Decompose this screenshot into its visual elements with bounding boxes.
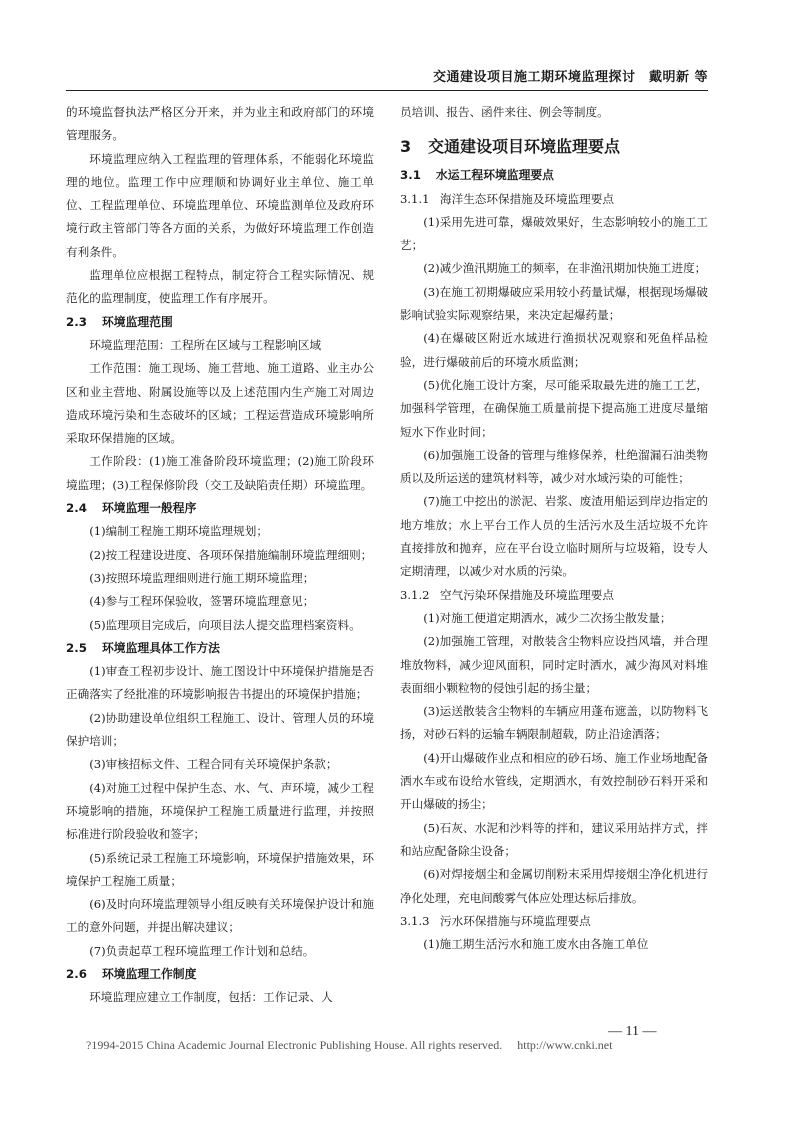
heading-number: 2.3: [66, 314, 87, 329]
paragraph: 环境监理范围：工程所在区域与工程影响区域: [89, 337, 322, 352]
paragraph: (4)参与工程环保验收，签署环境监理意见；: [89, 594, 315, 609]
heading-number: 2.6: [66, 966, 87, 981]
paragraph: (1)对施工便道定期洒水，减少二次扬尘散发量；: [423, 610, 672, 625]
paragraph: (5)系统记录工程施工环境影响，环境保护措施效果，环境保护工程施工质量；: [66, 850, 374, 888]
heading-number: 3.1.1: [400, 191, 430, 206]
paragraph: (5)优化施工设计方案，尽可能采取最先进的施工工艺，加强科学管理，在确保施工质量前提下提高施工进度尽量缩短水下作业时间；: [400, 377, 708, 439]
paragraph: (4)在爆破区附近水域进行渔损状况观察和死鱼样品检验，进行爆破前后的环境水质监测；: [400, 331, 708, 369]
left-column: [66, 101, 374, 1010]
heading-number: 2.4: [66, 501, 87, 516]
subsection-heading: [66, 963, 374, 986]
paragraph: (2)协助建设单位组织工程施工、设计、管理人员的环境保护培训；: [66, 710, 374, 749]
heading-text: 水运工程环境监理要点: [436, 168, 554, 183]
paragraph: 环境监理应建立工作制度，包括：工作记录、人: [89, 990, 333, 1005]
heading-number: 3.1.2: [400, 587, 430, 602]
heading-text: 污水环保措施与环境监理要点: [440, 913, 591, 928]
paragraph: (3)运送散装含尘物料的车辆应用蓬布遮盖，以防物料飞扬，对砂石料的运输车辆限制超载，防止沿途洒落；: [400, 704, 708, 742]
running-header: 交通建设项目施工期环境监理探讨 戴明新 等: [432, 70, 708, 85]
paragraph: (6)加强施工设备的管理与维修保养，杜绝溜漏石油类物质以及所运送的建筑材料等，减少对水域污染的可能性；: [400, 447, 708, 486]
paragraph: (5)监理项目完成后，向项目法人提交监理档案资料。: [89, 617, 361, 632]
heading-text: 交通建设项目环境监理要点: [428, 137, 621, 157]
heading-text: 环境监理范围: [102, 314, 173, 329]
paragraph: (2)加强施工管理，对散装含尘物料应设挡风墙，并合理堆放物料，减少迎风面积，同时定时洒水，减少海风对料堆表面细小颗粒物的侵蚀引起的扬尘量；: [400, 634, 708, 695]
heading-number: 3: [400, 137, 412, 157]
subsection-heading: [66, 497, 374, 520]
paragraph: (3)在施工初期爆破应采用较小药量试爆，根据现场爆破影响试验实际观察结果，来决定起爆药量；: [400, 284, 708, 323]
paragraph: 工作阶段：(1)施工准备阶段环境监理；(2)施工阶段环境监理；(3)工程保修阶段（交工及缺陷责任期）环境监理。: [66, 454, 374, 492]
right-column: [400, 101, 708, 956]
heading-number: 3.1: [400, 168, 421, 183]
header-rule: [66, 90, 708, 91]
paragraph: (6)对焊接烟尘和金属切削粉末采用焊接烟尘净化机进行净化处理，充电间酸雾气体应处理达标后排放。: [400, 867, 708, 905]
paragraph: 员培训、报告、函件来往、例会等制度。: [400, 105, 609, 119]
subsubsection-heading: [400, 584, 708, 607]
paragraph: (4)对施工过程中保护生态、水、气、声环境，减少工程环境影响的措施，环境保护工程施工质量进行监理，并按照标准进行阶段验收和签字；: [66, 780, 374, 842]
section-heading: [400, 134, 708, 160]
paragraph: (7)施工中挖出的淤泥、岩浆、废渣用船运到岸边指定的地方堆放；水上平台工作人员的生活污水及生活垃圾不允许直接排放和抛弃，应在平台设立临时厕所与垃圾箱，设专人定期清理，以减少对水质的污染。: [400, 494, 708, 579]
paragraph: (1)施工期生活污水和施工废水由各施工单位: [423, 937, 649, 952]
copyright-footer: ?1994-2015 China Academic Journal Electronic Publishing House. All rights reserved. http://www.cnki.net: [86, 1038, 613, 1052]
paragraph: (1)编制工程施工期环境监理规划；: [89, 524, 268, 539]
subsection-heading: [400, 164, 708, 187]
paragraph: (5)石灰、水泥和沙料等的拌和，建议采用站拌方式，拌和站应配备除尘设备；: [400, 820, 708, 858]
heading-text: 环境监理一般程序: [102, 501, 197, 516]
paragraph: (7)负责起草工程环境监理工作计划和总结。: [89, 943, 315, 958]
subsection-heading: [66, 637, 374, 660]
page-number: — 11 —: [608, 1024, 657, 1039]
paragraph: (3)审核招标文件、工程合同有关环境保护条款；: [89, 757, 338, 772]
paragraph: 的环境监督执法严格区分开来，并为业主和政府部门的环境管理服务。: [66, 105, 374, 143]
subsubsection-heading: [400, 188, 708, 211]
paragraph: (2)减少渔汛期施工的频率，在非渔汛期加快施工进度；: [423, 261, 707, 276]
subsubsection-heading: [400, 910, 708, 933]
paragraph: 监理单位应根据工程特点，制定符合工程实际情况、规范化的监理制度，使监理工作有序展开。: [66, 268, 374, 306]
paragraph: (1)审查工程初步设计、施工图设计中环境保护措施是否正确落实了经批准的环境影响报告书提出的环境保护措施；: [66, 664, 374, 702]
paragraph: (6)及时向环境监理领导小组反映有关环境保护设计和施工的意外问题，并提出解决建议；: [66, 897, 374, 935]
paragraph: (2)按工程建设进度、各项环保措施编制环境监理细则；: [89, 547, 373, 562]
heading-number: 3.1.3: [400, 913, 430, 928]
subsection-heading: [66, 311, 374, 334]
heading-number: 2.5: [66, 640, 87, 655]
paragraph: 工作范围：施工现场、施工营地、施工道路、业主办公区和业主营地、附属设施等以及上述范围内生产施工对周边造成环境污染和生态破坏的区域；工程运营造成环境影响所采取环保措施的区域。: [66, 361, 374, 446]
heading-text: 环境监理具体工作方法: [102, 640, 220, 655]
heading-text: 空气污染环保措施及环境监理要点: [440, 587, 614, 602]
heading-text: 环境监理工作制度: [102, 966, 197, 981]
paragraph: (3)按照环境监理细则进行施工期环境监理；: [89, 570, 315, 585]
paragraph: 环境监理应纳入工程监理的管理体系，不能弱化环境监理的地位。监理工作中应理顺和协调好业主单位、施工单位、工程监理单位、环境监理单位、环境监测单位及政府环境行政主管部门等各方面的关系，为做好环境监理工作创造有利条件。: [66, 151, 374, 259]
heading-text: 海洋生态环保措施及环境监理要点: [440, 191, 614, 206]
paragraph: (1)采用先进可靠，爆破效果好，生态影响较小的施工工艺；: [400, 214, 708, 253]
paragraph: (4)开山爆破作业点和相应的砂石场、施工作业场地配备洒水车或布设给水管线，定期洒水，有效控制砂石料开采和开山爆破的扬尘；: [400, 750, 708, 812]
